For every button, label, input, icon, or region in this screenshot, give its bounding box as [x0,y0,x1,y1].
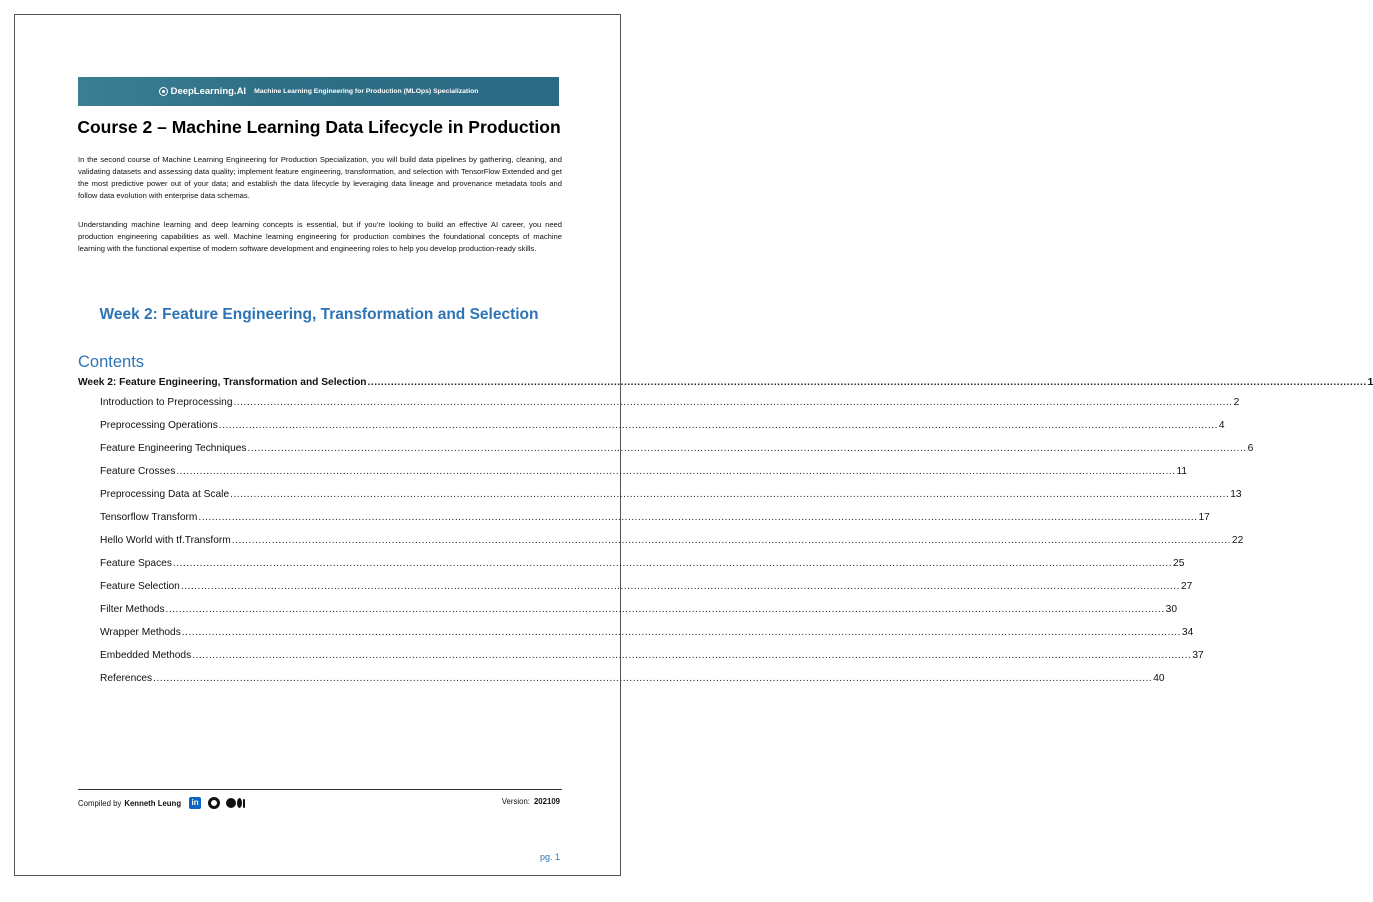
toc-entry[interactable] [78,512,1210,535]
header-banner [78,77,559,106]
toc-dot-leader: ............................................................................................................................................................................................................................................................................................................ [181,627,1181,638]
toc-dot-leader: ............................................................................................................................................................................................................................................................................................................ [367,377,1367,388]
toc-entry-page[interactable]: 17 [1198,512,1210,523]
toc-entry-label[interactable]: Wrapper Methods [100,627,181,638]
logo-text: DeepLearning.AI [170,86,247,97]
toc-dot-leader: ............................................................................................................................................................................................................................................................................................................ [176,466,1176,477]
contents-heading: Contents [78,353,145,371]
toc-dot-leader: ............................................................................................................................................................................................................................................................................................................ [218,420,1218,431]
toc-entry-label[interactable]: Feature Spaces [100,558,172,569]
toc-entry-page[interactable]: 40 [1153,673,1165,684]
toc-entry[interactable] [78,377,1373,397]
toc-entry[interactable] [78,535,1244,558]
specialization-title: Machine Learning Engineering for Production (MLOps) Specialization [254,88,479,95]
toc-dot-leader: ............................................................................................................................................................................................................................................................................................................ [230,489,1230,500]
toc-entry-page[interactable]: 6 [1247,443,1254,454]
github-icon[interactable] [208,797,220,809]
toc-dot-leader: ............................................................................................................................................................................................................................................................................................................ [172,558,1173,569]
toc-dot-leader: ............................................................................................................................................................................................................................................................................................................ [231,535,1231,546]
toc-entry-page[interactable]: 27 [1180,581,1193,592]
toc-entry[interactable] [78,397,1240,420]
linkedin-icon[interactable]: in [189,797,201,809]
toc-entry[interactable] [78,489,1242,512]
toc-entry[interactable] [78,673,1165,696]
toc-entry[interactable] [78,650,1204,673]
document-title: Course 2 – Machine Learning Data Lifecycle in Production [77,117,561,137]
medium-icon[interactable] [226,798,245,808]
toc-entry-label[interactable]: Hello World with tf.Transform [100,535,231,546]
toc-entry-page[interactable]: 34 [1181,627,1194,638]
page-number: pg. 1 [539,852,560,862]
toc-entry[interactable] [78,604,1178,627]
toc-entry[interactable] [78,581,1193,604]
toc-dot-leader: ............................................................................................................................................................................................................................................................................................................ [153,673,1153,684]
toc-entry-label[interactable]: Tensorflow Transform [100,512,198,523]
deeplearning-logo [159,86,247,97]
toc-entry-label[interactable]: Embedded Methods [100,650,192,661]
toc-entry[interactable] [78,466,1188,489]
toc-entry[interactable] [78,627,1194,650]
toc-dot-leader: ............................................................................................................................................................................................................................................................................................................ [180,581,1180,592]
footer-version [502,797,560,806]
toc-entry[interactable] [78,443,1254,466]
toc-dot-leader: ............................................................................................................................................................................................................................................................................................................ [247,443,1247,454]
toc-entry-label[interactable]: Week 2: Feature Engineering, Transformation and Selection [78,377,367,388]
intro-paragraph-2: Understanding machine learning and deep learning concepts is essential, but if you’re looking to build an effective AI career, you need production engineering capabilities as well. Machine learning engineering for production combines the foundational concepts of machine learning with the functional expertise of modern software development and engineering roles to help you develop production-ready skills. [78,220,562,253]
toc-entry-label[interactable]: Filter Methods [100,604,165,615]
deeplearning-logo-icon [159,87,168,96]
author-name: Kenneth Leung [124,798,182,808]
toc-dot-leader: ............................................................................................................................................................................................................................................................................................................ [198,512,1198,523]
version-value: 202109 [533,797,560,806]
toc-dot-leader: ............................................................................................................................................................................................................................................................................................................ [192,650,1192,661]
toc-entry-label[interactable]: Feature Crosses [100,466,176,477]
toc-entry-label[interactable]: Feature Engineering Techniques [100,443,247,454]
toc-entry-page[interactable]: 11 [1176,466,1188,477]
toc-entry-page[interactable]: 2 [1233,397,1240,408]
intro-paragraph-1: In the second course of Machine Learning Engineering for Production Specialization, you will build data pipelines by gathering, cleaning, and validating datasets and assessing data quality; implement feature engineering, transformation, and selection with TensorFlow Extended and get the most predictive power out of your data; and establish the data lifecycle by leveraging data lineage and provenance metadata tools and follow data evolution with enterprise data schemas. [78,155,562,200]
toc-entry[interactable] [78,420,1225,443]
footer-credit [78,797,245,809]
toc-entry-page[interactable]: 30 [1165,604,1178,615]
table-of-contents [78,377,1373,696]
toc-entry-page[interactable]: 1 [1367,377,1373,388]
toc-entry-page[interactable]: 22 [1231,535,1244,546]
toc-dot-leader: ............................................................................................................................................................................................................................................................................................................ [165,604,1165,615]
toc-entry-page[interactable]: 25 [1173,558,1185,569]
toc-entry-page[interactable]: 37 [1192,650,1204,661]
toc-entry[interactable] [78,558,1185,581]
toc-entry-label[interactable]: Preprocessing Data at Scale [100,489,230,500]
compiled-by-label: Compiled by [78,798,122,808]
toc-entry-label[interactable]: Feature Selection [100,581,180,592]
toc-entry-page[interactable]: 13 [1230,489,1242,500]
toc-entry-label[interactable]: Introduction to Preprocessing [100,397,233,408]
toc-dot-leader: ............................................................................................................................................................................................................................................................................................................ [233,397,1233,408]
toc-entry-label[interactable]: References [100,673,153,684]
week-heading: Week 2: Feature Engineering, Transformation and Selection [99,306,539,323]
version-label: Version: [501,797,530,806]
toc-entry-label[interactable]: Preprocessing Operations [100,420,218,431]
toc-entry-page[interactable]: 4 [1218,420,1225,431]
footer-divider [78,789,562,790]
